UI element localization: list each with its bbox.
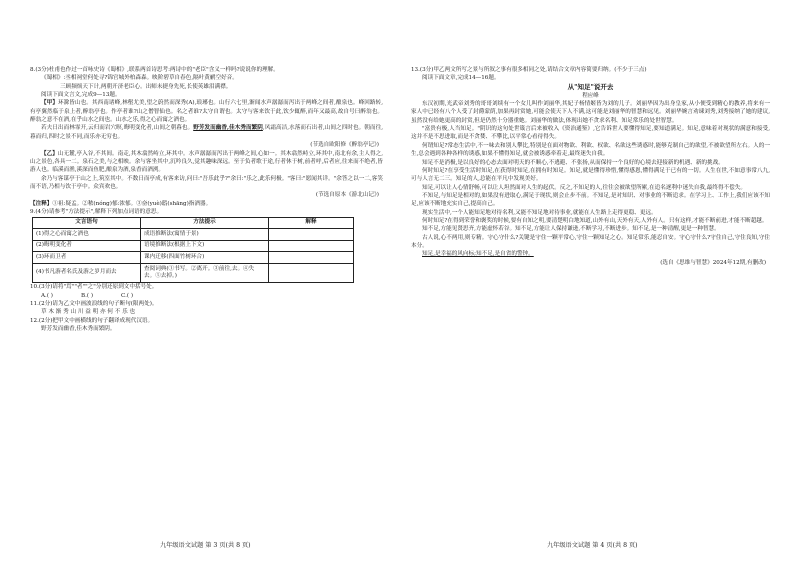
- article-para-8: 现实生活中,一个人能知足地对待名利,又能不知足地对待事业,就能在人生路上走得更稳、更远。: [422, 209, 657, 216]
- header-method: 方法提示: [141, 217, 269, 229]
- q11-sentence[interactable]: 草 木 渐 秀 山 川 益 明 亦 何 不 乐 也: [41, 309, 136, 316]
- method-cell: 查阅词典(①书写。②离开。③前往,去。④失去。⑤去掉。): [141, 264, 269, 283]
- article-para-2: "富贵有极,人当知足。"阴识的这句处世箴言后来被收入《资治通鉴》,它告诉世人要懂得知足,要知道满足。知足,意味着对现状的满意和接受,这并不是不思进取,而是不贪婪、不攀比,以平常心看待得失。: [411, 126, 770, 141]
- footer-page-4: 九年级语文试题 第 4 页(共 8 页): [547, 542, 638, 549]
- yi-p1-text: 山无麓,亭入谷,不其间。南走,其木翕然峙立,环其中。水声潺潺而泻出于两峰之间,心如一。其木翕然峙立,环其中,南北有余,主人得之,山之景色,各具一二。泉石之美,与之相映。余与客坐其中,沉吟良久,觉其趣味深远。至于负者歌于途,行者休于树,前者呼,后者应,往来而不绝者,皆游人也。临溪而渔,溪深而鱼肥,酿泉为酒,泉香而酒洌。: [30, 150, 383, 174]
- sentence-cell: (1)得之心而寓之酒也: [33, 229, 141, 241]
- table-row: [33, 264, 354, 283]
- article-para-11: 古人说,心不两用,则专精。守心守什么?关键是守住一颗平常心,守住一颗知足之心。知足常乐,能忍自安。守心守什么?守住自己,守住良知,守住本分。: [411, 234, 770, 249]
- question-12: 12.(2分)把甲文中画横线的句子翻译成现代汉语。: [30, 317, 154, 324]
- q10-option-c[interactable]: C.( ): [121, 292, 134, 299]
- passage-jia-p2: [30, 124, 383, 141]
- sentence-cell: (2)晦明变化者: [33, 240, 141, 252]
- q12-sentence: 野芳发而幽香,佳木秀而繁阴。: [41, 325, 116, 332]
- table-row: [33, 252, 354, 264]
- header-explain: 解释: [269, 217, 354, 229]
- sentence-cell: (4)书凡游者名氏及游之岁月而去: [33, 264, 141, 283]
- article-para-5: 何时知足?在享受生活时知足,在获得时知足,在拥有时知足。知足,就是懂得珍惜,懂得感恩,懂得满足于已有的一切。人生在世,不如意事常八九,可与人言无二三。知足的人,总能在平凡中发现美好。: [411, 167, 770, 183]
- article-para-10: 知不足,方能见贤思齐,方能虚怀若谷。知不足,方能让人保持谦逊,不断学习,不断进步。知不足,是一种清醒,更是一种智慧。: [422, 226, 720, 233]
- article-para-7: 不知足,与知足是相对的,如果没有进取心,满足于现状,则会止步不前。不知足,是对知识、对事业的不断追求。在学习上、工作上,我们应该不知足,应该不断地充实自己,提高自己。: [411, 192, 770, 208]
- closing-underlined: 知足,是幸福的风向标;知不足,是自省的警钟。: [422, 251, 534, 258]
- q9-table-header: [33, 217, 354, 229]
- article-para-9: 何时知足?在得到荣誉和褒奖的时候,要有自知之明,要清楚明白地知道,山外有山,天外有天,人外有人。只有这样,才能不断前进,才能不断超越。: [422, 217, 768, 224]
- q9-table: [32, 217, 354, 284]
- yi-source: (节选自原本《游北山记》): [315, 192, 379, 199]
- notes-text: ①祖:疑孟。②秾(nóng)郁:浓郁。③奋(yuè)鸱(shāng)指酒器。: [52, 201, 212, 207]
- poem-line-1: 《蜀相》:丞相祠堂何处寻?锦官城外柏森森。映阶碧草自春色,隔叶黄鹂空好音。: [41, 75, 238, 82]
- jia-label: 【甲】: [41, 100, 58, 107]
- answer-cell[interactable]: [269, 252, 354, 264]
- table-row: [33, 229, 354, 241]
- answer-cell[interactable]: [269, 240, 354, 252]
- reading-intro-14-16: 阅读下面文章,完成14—16题。: [422, 75, 500, 82]
- jia-underlined-sentence: 野芳发而幽香,佳木秀而繁阴: [193, 125, 263, 132]
- passage-yi-p2: 余乃与客谋亭于山之上,筑室其中。不数日而亭成,有客来访,问曰:"吾乐此乎?"余曰:"乐之,此乐何极。"客曰:"愿闻其详。"余答之以一二,客笑而不语,乃相与饮于亭中。众宾欢也。: [30, 175, 383, 191]
- article-source: (选自《思维与智慧》2024年12期,有删改): [660, 259, 766, 266]
- method-cell: 语境推断法(根据上下文): [141, 240, 269, 252]
- answer-cell[interactable]: [269, 264, 354, 283]
- yi-label: 【乙】: [41, 150, 58, 157]
- passage-yi-p1: [30, 150, 383, 175]
- article-closing: [411, 250, 770, 258]
- notes-label: 【注释】: [30, 201, 53, 207]
- article-title: 从"知足"说开去: [567, 82, 614, 91]
- question-13: 13.(3分)甲乙两文所写之景与所叙之事有很多相同之处,请结合文章内容简要归纳。(不少于三点): [411, 67, 647, 73]
- header-sentence: 文言语句: [33, 217, 141, 229]
- question-11: 11.(2分)请为乙文中画波浪线的句子断句(限两处)。: [30, 300, 158, 307]
- article-para-6: 知足,可以让人心情舒畅,可以让人坦然面对人生的起伏。反之,不知足的人,往往会被欲望所累,在追名逐利中迷失自我,最终得不偿失。: [422, 184, 746, 191]
- q10-option-a[interactable]: A.( ): [41, 292, 53, 299]
- question-10: 10.(3分)请将"焉""者""之"分别还原到文中括号处。: [30, 284, 158, 291]
- jia-p1-text: 环滁皆山也。其西南诸峰,林壑尤美,望之蔚然而深秀(A),琅琊也。山行六七里,渐闻水声潺潺而泻出于两峰之间者,酿泉也。峰回路转,有亭翼然临于泉上者,醉翁亭也。作亭者谁?山之僧智仙也。名之者谁?太守自谓也。太守与客来饮于此,饮少辄醉,而年又最高,故自号曰醉翁也。醉翁之意不在酒,在乎山水之间也。山水之乐,得之心而寓之酒也。: [30, 100, 383, 124]
- article-author: 程应峰: [582, 92, 599, 99]
- poem-line-2: 三顾频烦天下计,两朝开济老臣心。出师未捷身先死,长使英雄泪满襟。: [60, 83, 232, 90]
- sentence-cell: (3)环而卫者: [33, 252, 141, 264]
- table-row: [33, 240, 354, 252]
- q10-options: [30, 292, 383, 300]
- notes: [30, 200, 383, 208]
- method-cell: 课内迁移(四面竹树环合): [141, 252, 269, 264]
- jia-source: (节选自欧阳修《醉翁亭记》): [310, 142, 379, 149]
- article-para-4: 知足不是消极,是以良好的心态去面对明天的不顺心,不逃避、不张扬,从而保持一个良好的心境去迎接新的机遇、新的挑战。: [422, 159, 724, 166]
- reading-intro-9-13: 阅读下面文言文,完成9—13题。: [41, 92, 121, 99]
- jia-p2-a: 若夫日出而林霏开,云归而岩穴暝,晦明变化者,山间之朝暮也。: [41, 125, 194, 132]
- jia-p2-b: ,风霜高洁,水落而石出者,山间之四时也。朝而往,暮而归,四时之景不同,而乐亦无穷也。: [30, 125, 383, 140]
- method-cell: 成语推断法(寓情于景): [141, 229, 269, 241]
- page-4: [397, 0, 794, 561]
- answer-cell[interactable]: [269, 229, 354, 241]
- footer-page-3: 九年级语文试题 第 3 页(共 8 页): [160, 542, 251, 549]
- question-8: 8.(3分)杜甫也作过一首咏史诗《蜀相》,联系两首诗思考:两诗中的"老臣"含义一样吗?说说你的理解。: [30, 67, 279, 73]
- article-para-3: 何谓知足?常态生活中,不一味去和别人攀比,特别是在面对物欲、利欲、权欲、名欲这些诱惑时,能够克制自己的欲望,不被欲望所左右。人的一生,总会遇到各种各样的诱惑,如果不懂得知足,就会被诱惑牵着走,最终迷失自我。: [411, 142, 770, 158]
- q10-option-b[interactable]: B.( ): [81, 292, 94, 299]
- question-9: 9.(4分)请参考"方法提示",解释下列加点词语的意思。: [30, 209, 163, 216]
- passage-jia-p1: [30, 99, 383, 124]
- article-para-1: 东汉初期,光武帝刘秀的哥哥刘续有一个女儿叫作刘丽华,其妃子杨情姬皆为刘的儿子。刘丽华因为出身皇家,从小便受到精心的教养,将来有一家人中已经有八个人受了封爵蒙荫,加果再封赏她,可能会使天下人不满,这可能是刘丽华的智慧和远见。刘丽华婉言劝谏刘秀,刘秀接纳了她的建议,虽然没有给她更高的封赏,但是仍然十分器重她。刘丽华的做法,体现出她不贪求名利、知足常乐的处世智慧。: [411, 101, 770, 124]
